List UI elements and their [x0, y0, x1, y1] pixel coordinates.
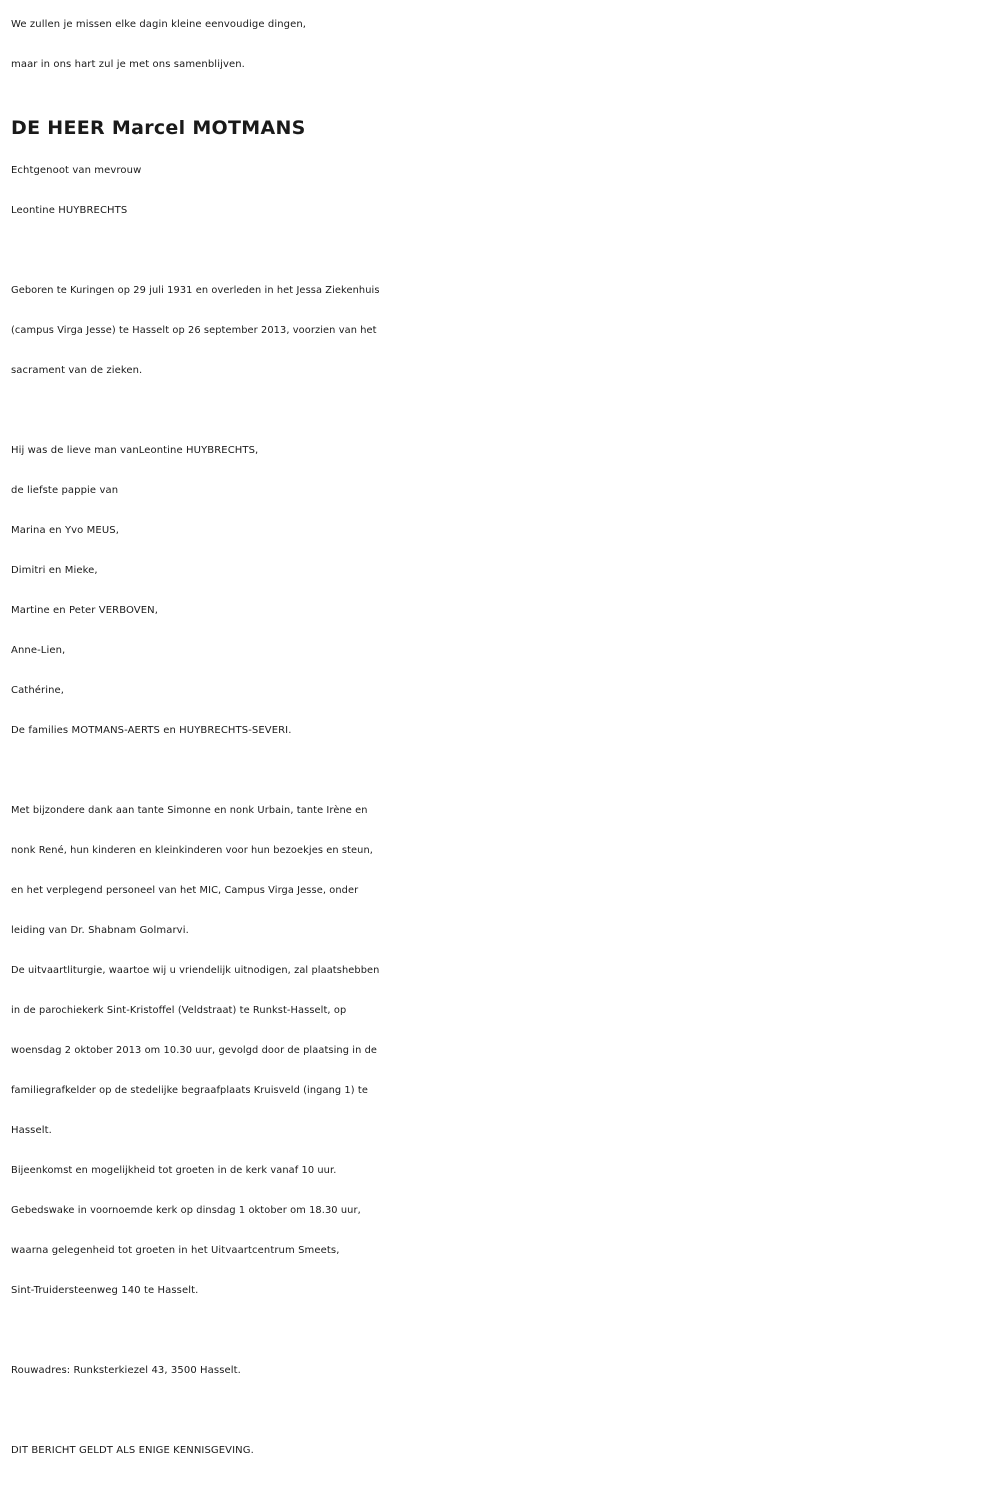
birth-death-paragraph [11, 271, 991, 391]
paragraph-line: Hasselt. [11, 1125, 52, 1136]
paragraph-line: in de parochiekerk Sint-Kristoffel (Veldstraat) te Runkst-Hasselt, op [11, 1005, 347, 1016]
spouse-line: Leontine HUYBRECHTS [11, 205, 128, 216]
family-line: Anne-Lien, [11, 645, 66, 656]
paragraph-line: Sint-Truidersteenweg 140 te Hasselt. [11, 1285, 199, 1296]
paragraph-line: (campus Virga Jesse) te Hasselt op 26 september 2013, voorzien van het [11, 325, 377, 336]
notice-statement: DIT BERICHT GELDT ALS ENIGE KENNISGEVING. [11, 1445, 254, 1456]
family-line: Martine en Peter VERBOVEN, [11, 605, 158, 616]
family-line: De families MOTMANS-AERTS en HUYBRECHTS-SEVERI. [11, 725, 292, 736]
spacer [11, 1391, 991, 1431]
spacer [11, 1311, 991, 1351]
deceased-name-title: DE HEER Marcel MOTMANS [11, 117, 306, 139]
family-block [11, 431, 991, 751]
paragraph-line: Geboren te Kuringen op 29 juli 1931 en overleden in het Jessa Ziekenhuis [11, 285, 380, 296]
paragraph-line: Bijeenkomst en mogelijkheid tot groeten in de kerk vanaf 10 uur. [11, 1165, 337, 1176]
motto-block [11, 5, 991, 85]
spouse-block [11, 151, 991, 231]
spacer [11, 231, 991, 271]
paragraph-line: leiding van Dr. Shabnam Golmarvi. [11, 925, 189, 936]
spacer [11, 751, 991, 791]
spacer [11, 391, 991, 431]
paragraph-line: en het verplegend personeel van het MIC, Campus Virga Jesse, onder [11, 885, 359, 896]
paragraph-line: waarna gelegenheid tot groeten in het Uitvaartcentrum Smeets, [11, 1245, 340, 1256]
family-line: Cathérine, [11, 685, 65, 696]
spouse-line: Echtgenoot van mevrouw [11, 165, 142, 176]
family-line: Dimitri en Mieke, [11, 565, 98, 576]
family-line: de liefste pappie van [11, 485, 119, 496]
paragraph-line: Gebedswake in voornoemde kerk op dinsdag 1 oktober om 18.30 uur, [11, 1205, 361, 1216]
paragraph-line: nonk René, hun kinderen en kleinkinderen voor hun bezoekjes en steun, [11, 845, 374, 856]
thanks-ceremony-paragraph [11, 791, 991, 1311]
paragraph-line: De uitvaartliturgie, waartoe wij u vriendelijk uitnodigen, zal plaatshebben [11, 965, 380, 976]
family-line: Marina en Yvo MEUS, [11, 525, 119, 536]
motto-line: We zullen je missen elke dagin kleine eenvoudige dingen, [11, 19, 307, 30]
paragraph-line: sacrament van de zieken. [11, 365, 143, 376]
obituary-document [11, 5, 991, 1471]
mourning-address: Rouwadres: Runksterkiezel 43, 3500 Hasselt. [11, 1365, 241, 1376]
paragraph-line: woensdag 2 oktober 2013 om 10.30 uur, gevolgd door de plaatsing in de [11, 1045, 378, 1056]
family-line: Hij was de lieve man vanLeontine HUYBRECHTS, [11, 445, 259, 456]
paragraph-line: Met bijzondere dank aan tante Simonne en nonk Urbain, tante Irène en [11, 805, 368, 816]
paragraph-line: familiegrafkelder op de stedelijke begraafplaats Kruisveld (ingang 1) te [11, 1085, 368, 1096]
motto-line: maar in ons hart zul je met ons samenblijven. [11, 59, 245, 70]
